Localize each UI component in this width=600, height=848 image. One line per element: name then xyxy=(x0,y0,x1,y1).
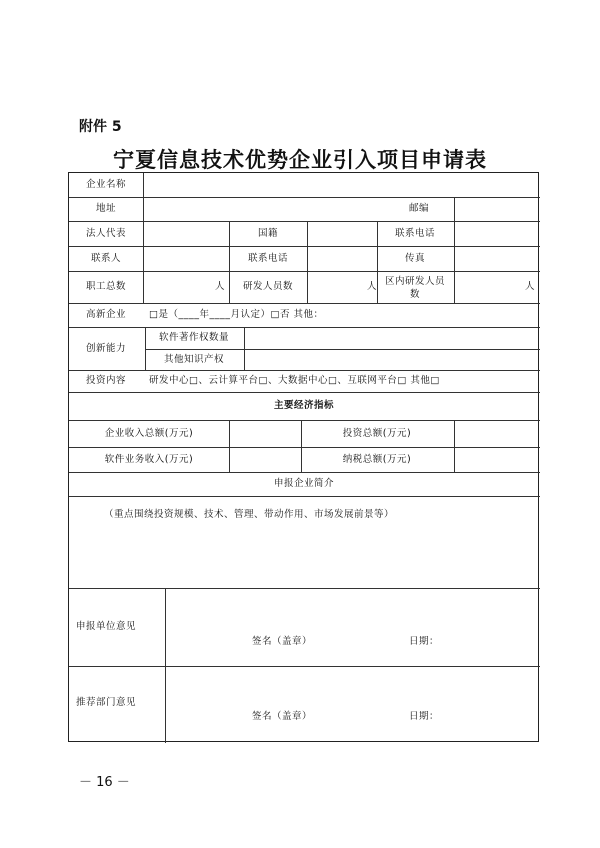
label-recommender-opinion: 推荐部门意见 xyxy=(76,697,137,708)
label-legal-rep: 法人代表 xyxy=(85,228,127,239)
label-innovation: 创新能力 xyxy=(85,343,127,354)
recommender-date: 日期： xyxy=(409,711,440,722)
label-contact-phone-2: 联系电话 xyxy=(247,253,289,264)
row-line xyxy=(69,420,540,421)
col-line xyxy=(143,173,144,303)
col-line xyxy=(244,327,245,370)
col-line xyxy=(145,327,146,370)
unit-rd-staff: 人 xyxy=(367,281,378,292)
attachment-label: 附件 5 xyxy=(79,119,122,135)
high-tech-options[interactable]: □是（____年____月认定）□否 其他： xyxy=(149,309,324,320)
row-line xyxy=(69,370,540,371)
recommender-signature: 签名（盖章） xyxy=(252,711,313,722)
label-company-name: 企业名称 xyxy=(85,179,127,190)
unit-local-rd-staff: 人 xyxy=(525,281,536,292)
label-total-investment: 投资总额(万元) xyxy=(342,428,412,439)
label-revenue: 企业收入总额(万元) xyxy=(104,428,194,439)
applicant-date: 日期： xyxy=(409,636,440,647)
form-title: 宁夏信息技术优势企业引入项目申请表 xyxy=(113,147,487,172)
label-postcode: 邮编 xyxy=(408,203,430,214)
profile-hint: （重点围绕投资规模、技术、管理、带动作用、市场发展前景等） xyxy=(103,509,395,520)
row-line xyxy=(69,447,540,448)
row-line xyxy=(69,392,540,393)
col-line xyxy=(229,420,230,472)
label-contact-phone-1: 联系电话 xyxy=(394,228,436,239)
row-line xyxy=(69,303,540,304)
col-line xyxy=(229,221,230,303)
row-line xyxy=(69,472,540,473)
label-other-ip: 其他知识产权 xyxy=(163,354,225,365)
label-rd-staff: 研发人员数 xyxy=(242,281,294,292)
label-investment: 投资内容 xyxy=(85,375,127,386)
label-high-tech: 高新企业 xyxy=(85,309,127,320)
row-line xyxy=(69,496,540,497)
application-form xyxy=(68,172,539,742)
unit-total-staff: 人 xyxy=(215,281,226,292)
row-line xyxy=(145,349,540,350)
page-number: － 16 － xyxy=(79,775,130,790)
label-applicant-opinion: 申报单位意见 xyxy=(76,621,137,632)
label-fax: 传真 xyxy=(404,253,426,264)
label-nationality: 国籍 xyxy=(257,228,279,239)
label-contact-person: 联系人 xyxy=(90,253,122,264)
row-line xyxy=(69,271,540,272)
section-company-profile: 申报企业简介 xyxy=(273,478,335,489)
col-line xyxy=(454,197,455,303)
section-main-indicators: 主要经济指标 xyxy=(273,400,335,411)
col-line xyxy=(307,221,308,303)
row-line xyxy=(69,588,540,589)
row-line xyxy=(69,197,540,198)
label-local-rd-staff: 区内研发人员数 xyxy=(384,276,445,300)
col-line xyxy=(301,420,302,472)
label-total-tax: 纳税总额(万元) xyxy=(342,454,412,465)
applicant-signature: 签名（盖章） xyxy=(252,636,313,647)
col-line xyxy=(454,420,455,472)
row-line xyxy=(69,246,540,247)
col-line xyxy=(165,588,166,743)
label-address: 地址 xyxy=(95,203,117,214)
col-line xyxy=(377,221,378,303)
label-software-revenue: 软件业务收入(万元) xyxy=(104,454,194,465)
row-line xyxy=(69,221,540,222)
label-software-copyright: 软件著作权数量 xyxy=(158,332,230,343)
row-line xyxy=(69,327,540,328)
label-total-staff: 职工总数 xyxy=(85,281,127,292)
investment-options[interactable]: 研发中心□、云计算平台□、大数据中心□、互联网平台□ 其他□ xyxy=(149,375,440,386)
row-line xyxy=(69,666,540,667)
